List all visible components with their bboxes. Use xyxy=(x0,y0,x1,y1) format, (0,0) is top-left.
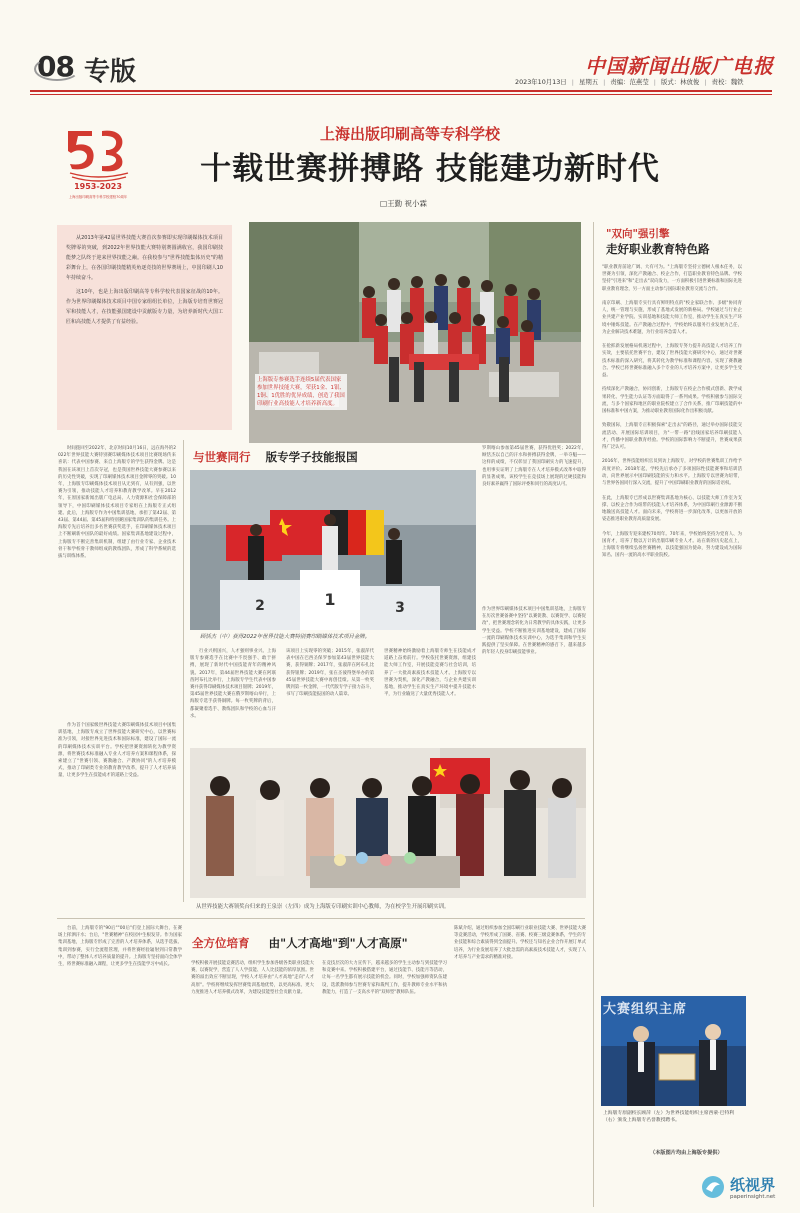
section2-col-b: 学校积极开展技能竞赛活动，组织学生参加各级各类职业技能大赛，以赛促学，营造了人人学技能、人人比技能的浓厚氛围。世赛的溢出效应不断显现，学校人才培养由"人才高地"走向"人才高原"。学校将继续发挥世赛集训基地优势，以更高标准、更大力度推进人才培养模式改革，为建设技能型社会贡献力量。 xyxy=(191,961,314,995)
watermark-name: 纸视界 xyxy=(730,1176,776,1194)
svg-text:1: 1 xyxy=(324,590,336,609)
main-col-1: 时间拨回至2022年，北京时间10月16日，远在海外的2022年世界技能大赛特别赛印刷媒体技术项目比赛现场传来喜讯：代表中国参赛、来自上海版专的学生获得金牌。这是我国在该项目上首次夺冠，也是我国世界技能大赛参赛以来的历史性突破，实现了印刷媒体技术项目金牌零的突破。10年，上海版专印刷媒体技术项目从无到有，从有到强，以世赛为引领，推动技能人才培养和教育教学改革。早在2012年，在原国家新闻出版广电总局、人力资源和社会保障部的领导下，中国印刷媒体技术项目专家组在上海版专正式组建。此后，上海版专作为中国集训基地，承担了第42届、第43届、第44届、第45届和特别赛国家集训队的集训任务。上海版专先后培养出多名世赛获奖选手，在印刷媒体技术项目上不断刷新中国队的最好成绩。国家集训基地建设过程中，上海版专不断完善集训机制，组建了由行业专家、企业技术骨干和学校骨干教师组成的教练团队，形成了科学系统的选拔与训练体系。 xyxy=(58,446,176,560)
anniversary-logo xyxy=(58,123,148,201)
page-number: 08 xyxy=(37,50,74,83)
photo-team-group xyxy=(249,222,581,443)
photo-gold-medal-podium xyxy=(190,470,476,630)
left-column-divider xyxy=(183,440,184,902)
section1-heading-black: 版专学子技能报国 xyxy=(265,450,358,464)
logo-school-name: 上海出版印刷高等专科学校建校70周年 xyxy=(68,195,128,199)
header-date: 2023年10月13日 xyxy=(515,78,567,86)
section2-rule xyxy=(57,918,585,919)
section1-col-e: 世赛精神始终激励着上海版专师生在技能成才道路上奋勇前行。学校依托世赛资源，组建技能大师工作室，开展技能竞赛与社会培训，培养了一大批高素质技术技能人才。上海版专以世赛为契机，深化产教融合，与企业共建实训基地，推动学生在真实生产环境中提升技能水平，为行业输送了大量优秀技能人才。 xyxy=(384,649,476,698)
photo1-caption: 上海版专参赛选手连续5届代表国家参加世界技能大赛，荣获1金、1银、1铜、1优胜的优异成绩，创造了我国印刷行业高技能人才培养新高度。 xyxy=(255,374,347,410)
main-col-1b: 作为首个国家级世界技能大赛印刷媒体技术项目中国集训基地，上海版专成立了世界技能大赛研究中心，以世赛标准为引领，对接世界先进技术和国际标准，建设了国际一流的印刷媒体技术实训平台。学校把世赛资源转化为教学资源，将世赛技术标准融入专业人才培养方案和课程体系，探索建立了"世赛引领、赛教融合、产教协同"的人才培养模式，推动了印刷类专业的教育教学改革，提升了人才培养质量，让更多学生在技能成才的道路上受益。 xyxy=(58,723,176,779)
header-rule xyxy=(30,90,772,92)
section2-col-c: 在竞技层次的大力宣传下，越来越多的学生主动参与到技能学习和竞赛中来。学校积极搭建平台，通过技能节、技能月等活动，让每一名学生都有展示技能的机会。同时，学校加强师资队伍建设，选派教师参与世赛专家和裁判工作，提升教师专业水平和执教能力，打造了一支高水平的"双师型"教师队伍。 xyxy=(322,961,447,995)
article-byline: □王勤 祝小霖 xyxy=(380,199,427,208)
watermark-logo-icon xyxy=(700,1174,726,1200)
right-column-divider xyxy=(593,222,594,1207)
section1-col-a: 行业兴则国兴，人才强则事业兴。上海版专参赛选手在比赛中不畏强手、敢于拼搏，展现了新时代中国技能青年的精神风貌。2017年，第44届世界技能大赛在阿联酋阿布扎比举行，上海版专学生代表中国参赛并获得印刷媒体技术项目银牌；2019年，第45届世界技能大赛在俄罗斯喀山举行，上海版专选手获得铜牌。每一枚奖牌的背后，都凝聚着选手、教练团队和学校的心血与汗水。 xyxy=(190,649,276,719)
page-header xyxy=(0,0,800,105)
photo4-banner-text: 大赛组织主席 xyxy=(603,1002,688,1017)
right-column-text: "职业教育前途广阔、大有可为。"上海版专坚持立德树人根本任务，以世赛为引领，深化产教融合、校企合作，打造职业教育特色品牌。学校坚持"引进来"和"走出去"双向发力，一方面积极引进世赛标准和国际先进职业教育理念，另一方面主动参与国际职业教育交流与合作。 南京印刷、上海版专实行具有鲜明特点的"校企家联合作、多级"协同育人，统一管理与实施，形成了基地式发展的新格局。学校通过与行业企业共建产业学院、实训基地和技能大师工作室，推动学生在真实生产环境中锤炼技能。在产教融合过程中，学校始终以服务行业发展为己任，为企业解决技术难题，为行业培养急需人才。 在抢抓新发展格局机遇过程中，上海版专努力提升高技能人才培养工作实效，主要依托世赛平台，建设了世界技能大赛研究中心，通过对世赛技术标准的深入研究，将其转化为教学标准和课程内容，实现了赛教融合。学校已将世赛标准融入多个专业的人才培养方案中，让更多学生受益。 持续深化产教融合，协同创新，上海版专在校企合作模式创新、教学成果转化、学生能力认证等方面取得了一系列成果。学校积极参与国际交流，与多个国家和地区的职业院校建立了合作关系，推广印刷技能的中国标准和中国方案，为推动职业教育国际化作出积极贡献。 致敬国际，上海版专正积极探索"走出去"的路径，通过举办国际技能交流活动、开展国际培训项目，为"一带一路"沿线国家培养印刷技能人才，传播中国职业教育经验。学校的国际影响力不断提升，世赛成果获得广泛认可。 2016年，世界技能组织官员到访上海版专，对学校的世赛集训工作给予高度评价。2018年起，学校先后承办了多项国际性技能赛事和培训活动，向世界展示中国印刷技能的实力和水平。上海版专以世赛为纽带，与世界各国同行深入交流，提升了中国印刷职业教育的国际话语权。 在此，上海版专已形成以世赛集训基地为核心、以技能大师工作室为支撑、以校企合作为纽带的技能人才培养体系，为中国印刷行业源源不断地输送高技能人才。面向未来，学校将进一步深化改革，以更加开放的姿态推进职业教育高质量发展。 今年，上海版专迎来建校70周年。70年来，学校始终坚持为党育人、为国育才，培养了数以万计的出版印刷专业人才。站在新的历史起点上，上海版专将继续弘扬世赛精神，以技能强国为使命，努力建设成为国际知名、国内一流的高水平职业院校。 xyxy=(602,265,742,559)
photo-honorary-professor xyxy=(601,996,746,1106)
svg-text:3: 3 xyxy=(395,600,405,616)
section2-heading-red: 全方位培育 xyxy=(192,936,250,950)
photo3-caption: 从世界技能大赛领奖台归来的王泉崇（左四）成为上海版专印刷实训中心教师，为在校学生开展印刷实训。 xyxy=(196,904,450,910)
right-heading-black: 走好职业教育特色路 xyxy=(606,242,710,256)
header-layout: 版式：林放俊 xyxy=(660,78,700,86)
section1-col-b: 该项目上实现零的突破；2015年，张淑萍代表中国在巴西圣保罗参加第43届世界技能大赛，获得铜牌；2017年，张淑萍在阿布扎比获得银牌；2019年，张在圣彼得堡举办的第45届世界技能大赛中再创佳绩。从第一枚奖牌到第一枚金牌，一代代版专学子接力奋斗，书写了印刷技能报国的动人篇章。 xyxy=(286,649,374,698)
article-kicker: 上海出版印刷高等专科学校 xyxy=(319,125,500,143)
intro-paragraph-2: 这10年，也是上海出版印刷高等专科学校代表国家征战的10年。作为世界印刷媒体技术项目中国专家组组长单位，上海版专培育世赛冠军和技能人才，在技能强国建设中贡献版专力量，为培养新时代大国工匠和高技能人才提供了有益经验。 xyxy=(66,289,223,325)
photo2-caption: 顾恬杰（中）获得2022年世界技能大赛特别赛印刷媒体技术项目金牌。 xyxy=(200,634,371,640)
right-heading-red: "双向"强引擎 xyxy=(606,228,670,240)
section2-col-a: 台前，上海版专的"90后""00后"们登上国际大舞台，在赛场上挥洒汗水；台后，"世赛精神"在校园中生根发芽。作为国家集训基地，上海版专形成了完善的人才培养体系，从选手选拔、集训到参赛，实行全流程管理，并将世赛经验辐射到日常教学中，带动了整体人才培养质量的提升。上海版专坚持面向全体学生，将世赛标准融入课程，让更多学生在技能学习中成长。 xyxy=(58,926,182,968)
section1-col-d: 作为世界印刷媒体技术项目中国集训基地，上海版专在历次世赛备赛中坚持"以赛促教、以赛促学、以赛促改"，把世赛理念转化为日常教学的具体实践，让更多学生受益。学校不断推进实训基地建设，建成了国际一流的印刷媒体技术实训中心，为选手集训和学生实践提供了坚实保障。在世赛精神的感召下，越来越多的年轻人投身印刷技能事业。 xyxy=(482,607,586,656)
section2-heading xyxy=(192,932,408,951)
header-meta: 2023年10月13日 | 星期五 | 责编：范燕莹 | 版式：林放俊 | 责校：魏铁 xyxy=(515,78,744,86)
section-label: 专版 xyxy=(84,57,137,87)
section2-col-d: 陈斌介绍，通过组织参加全国印刷行业职业技能大赛、世界技能大赛等竞赛活动，学校形成了国赛、省赛、校赛三级竞赛体系，学生的专业技能和综合素质得到全面提升。学校还与知名企业合作开展订单式培养，为行业发展培养了大批急需的高素质技术技能人才，实现了人才培养与产业需求的精准对接。 xyxy=(454,926,586,960)
header-proofreader: 责校：魏铁 xyxy=(711,78,744,86)
page-number-swoosh xyxy=(34,57,80,81)
section2-heading-black: 由"人才高地"到"人才高原" xyxy=(268,936,408,950)
header-weekday: 星期五 xyxy=(578,78,599,86)
logo-years: 1953-2023 xyxy=(74,182,122,191)
header-rule-thin xyxy=(30,94,772,95)
masthead: 中国新闻出版广电报 xyxy=(585,54,774,78)
header-editor: 责编：范燕莹 xyxy=(610,78,649,86)
section1-col-c: 罗斯喀山参加第45届世赛，获得优胜奖；2022年，顾恬杰以自己的汗水和拼搏获得金牌，一举夺魁——这样的成绩，不仅彰显了我国印刷实力的飞速提升，也用事实证明了上海版专在人才培养模式改革中取得的显著成果。该校学生在竞技场上展现的过硬技能和良好素养赢得了国际评委和同行的高度认可。 xyxy=(482,446,586,488)
watermark xyxy=(700,1170,796,1210)
photo-credit: （本版图片均由上海版专提供） xyxy=(650,1150,723,1156)
intro-box xyxy=(57,225,232,430)
photo4-caption: 上海版专原副校长顾萍（左）为世界技能组织主席西蒙·巴特利（右）颁发上海版专名誉教授聘书。 xyxy=(603,1111,735,1123)
section1-heading-red: 与世赛同行 xyxy=(193,450,251,464)
article-title: 十载世赛拼搏路 技能建功新时代 xyxy=(200,151,660,187)
svg-text:2: 2 xyxy=(255,598,265,614)
photo-training-session xyxy=(190,748,586,898)
section1-heading xyxy=(193,446,358,465)
watermark-url: paperinsight.net xyxy=(730,1194,776,1200)
intro-paragraph-1: 从2013年第42届世界技能大赛首次参赛即实现印刷媒体技术项目奖牌零的突破，到2022年世界技能大赛特别赛圆满收官，我国印刷技能梦之队终于迎来世界技能之巅。在我校参与"世界技能集体历史"的精彩舞台上，在各国印刷技能精英角逐竞技的世界赛场上，中国印刷人10年持续奋斗。 xyxy=(66,235,223,281)
